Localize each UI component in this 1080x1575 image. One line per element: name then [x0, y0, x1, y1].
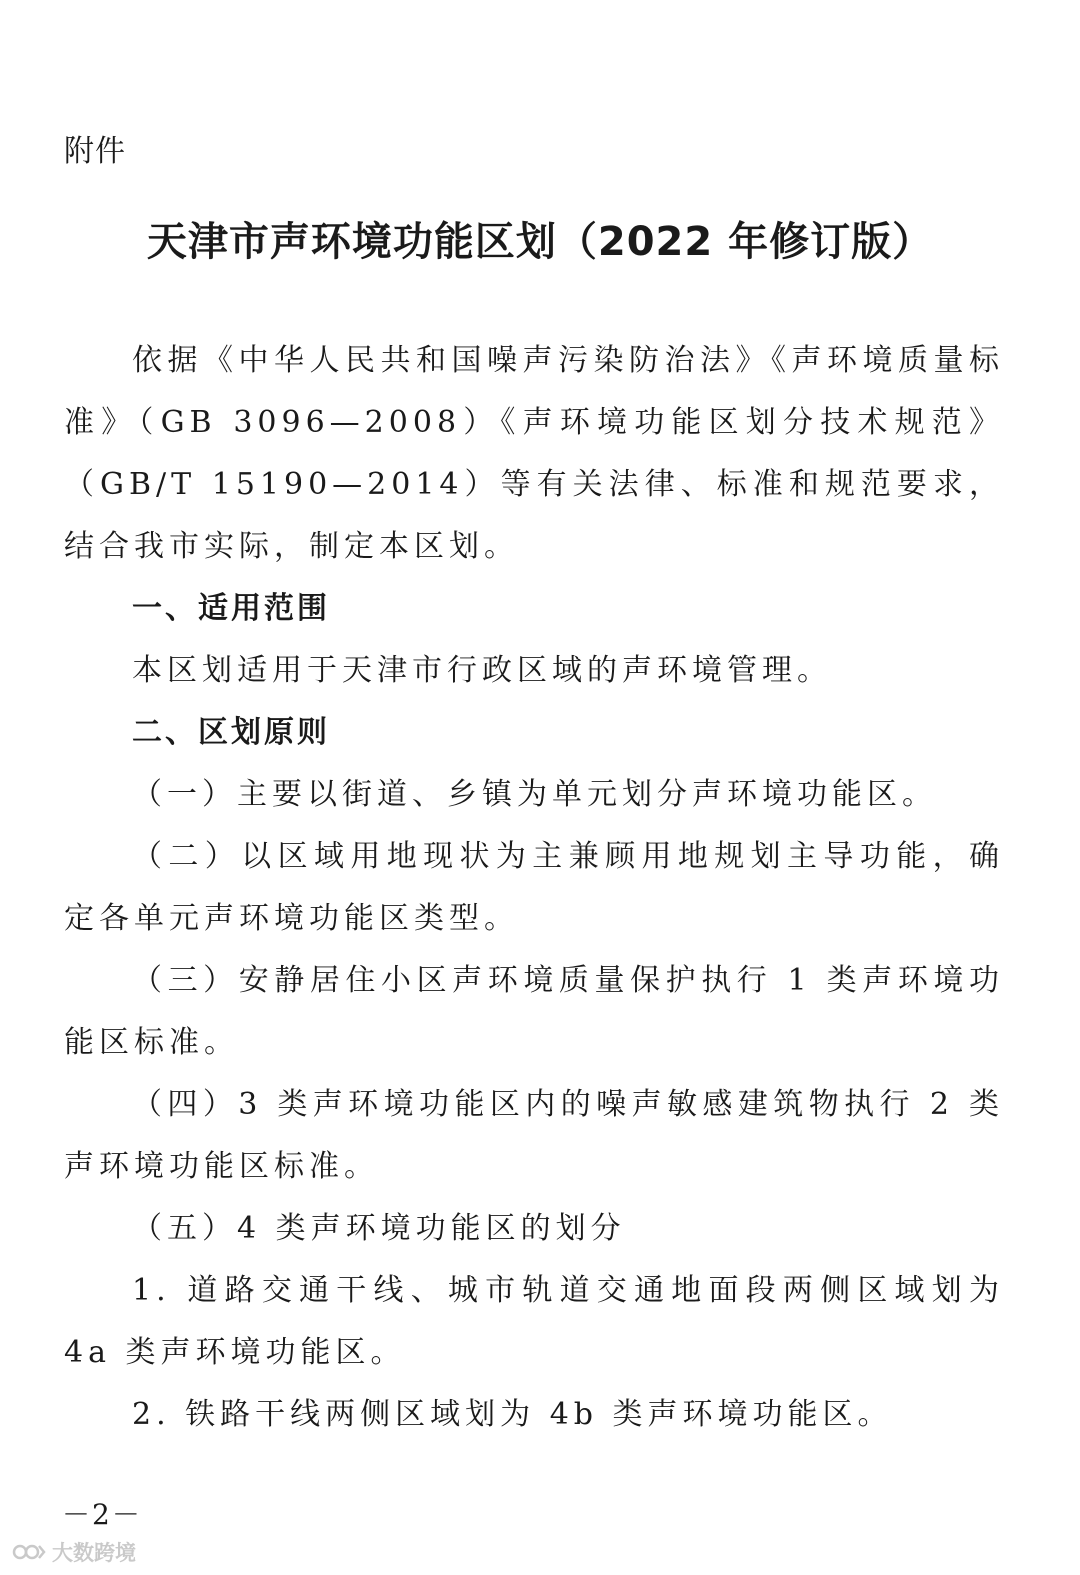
- principle-item-1: （一）主要以街道、乡镇为单元划分声环境功能区。: [132, 777, 937, 812]
- subitem-1: 1. 道路交通干线、城市轨道交通地面段两侧区域划为 4a 类声环境功能区。: [64, 1273, 1004, 1370]
- logo-icon: [12, 1540, 46, 1564]
- intro-paragraph: 依据《中华人民共和国噪声污染防治法》《声环境质量标准》（GB 3096—2008）《声环境功能区划分技术规范》（GB/T 15190—2014）等有关法律、标准和规范要求，结合我市实际，制定本区划。: [64, 343, 1004, 564]
- principle-item-3: （三）安静居住小区声环境质量保护执行 1 类声环境功能区标准。: [64, 963, 1004, 1060]
- document-title: 天津市声环境功能区划（2022 年修订版）: [146, 219, 934, 265]
- section-heading-principles: 二、区划原则: [132, 715, 330, 750]
- scope-paragraph: 本区划适用于天津市行政区域的声环境管理。: [132, 653, 832, 688]
- page-number: －2－: [62, 1498, 142, 1531]
- principle-item-2: （二）以区域用地现状为主兼顾用地规划主导功能，确定各单元声环境功能区类型。: [64, 839, 1004, 936]
- principle-item-5: （五）4 类声环境功能区的划分: [132, 1211, 626, 1246]
- watermark-text: 大数跨境: [52, 1541, 136, 1565]
- attachment-label: 附件: [64, 134, 126, 169]
- principle-item-4: （四）3 类声环境功能区内的噪声敏感建筑物执行 2 类声环境功能区标准。: [64, 1087, 1004, 1184]
- subitem-2: 2. 铁路干线两侧区域划为 4b 类声环境功能区。: [132, 1397, 893, 1432]
- section-heading-scope: 一、适用范围: [132, 591, 330, 626]
- watermark: [12, 1537, 136, 1567]
- document-body: [64, 330, 1004, 1446]
